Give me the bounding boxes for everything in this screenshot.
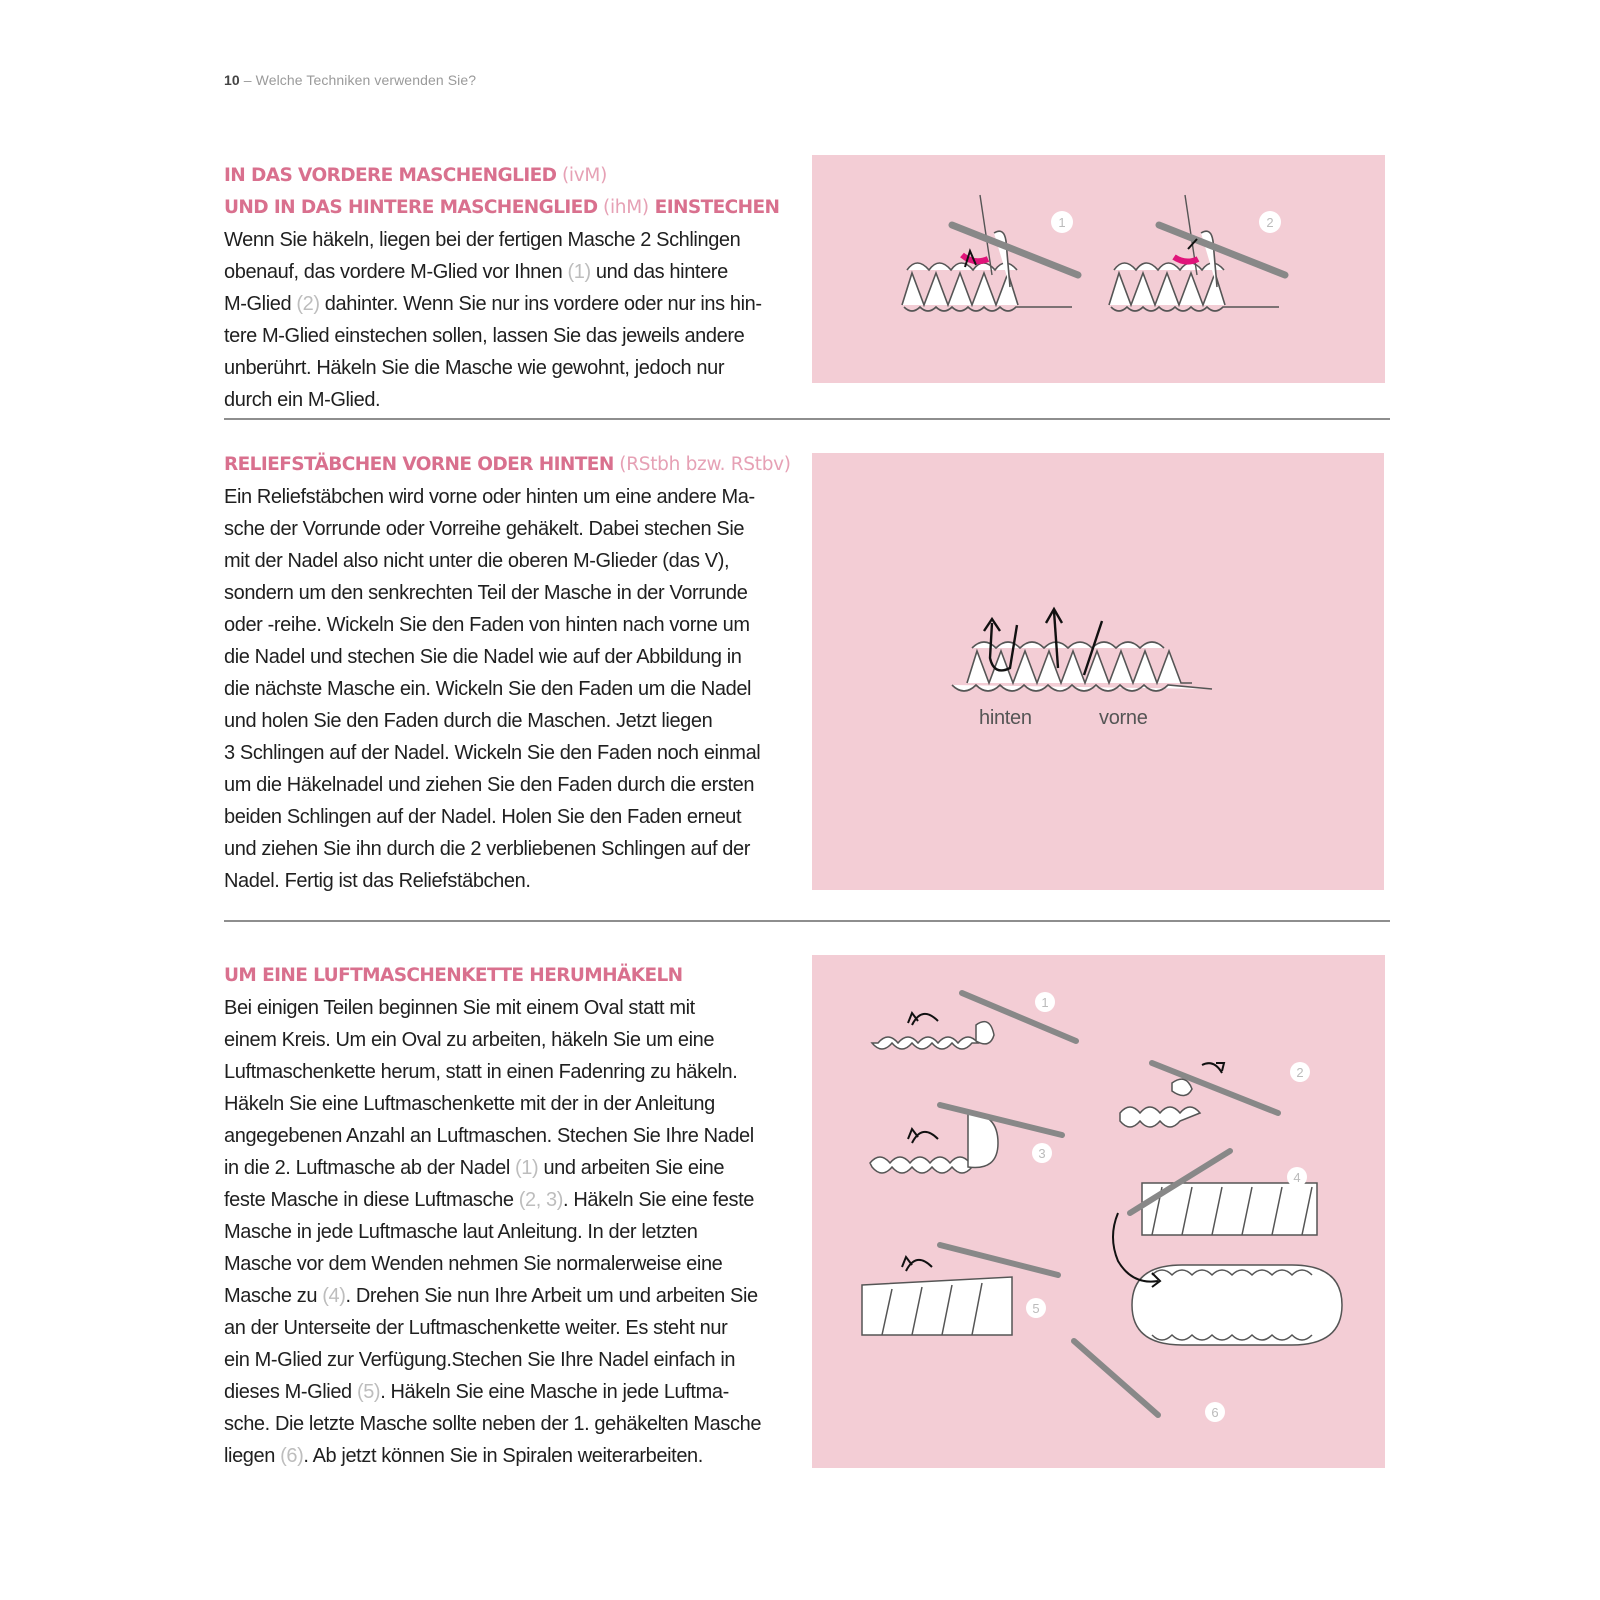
page-number: 10 [224, 72, 240, 88]
body-line [224, 1440, 794, 1472]
body-line [224, 1056, 794, 1088]
text-run: obenauf, das vordere M-Glied vor Ihnen [224, 261, 568, 283]
marker-3 [1032, 1143, 1052, 1163]
body-line [224, 577, 794, 609]
text-run: und das hintere [590, 261, 728, 283]
section-divider [224, 920, 1390, 922]
body-line [224, 1152, 794, 1184]
body-line [224, 481, 794, 513]
figure-reference: (1) [515, 1157, 539, 1179]
text-run: Wenn Sie häkeln, liegen bei der fertigen Masche 2 Schlingen [224, 229, 741, 251]
text-run: 3 Schlingen auf der Nadel. Wickeln Sie den Faden noch einmal [224, 742, 761, 764]
heading-text: RELIEFSTÄBCHEN VORNE ODER HINTEN [224, 454, 614, 475]
text-run: sche der Vorrunde oder Vorreihe gehäkelt. Dabei stechen Sie [224, 518, 745, 540]
heading-line [224, 192, 794, 224]
text-run: an der Unterseite der Luftmaschenkette weiter. Es steht nur [224, 1317, 728, 1339]
body-line [224, 992, 794, 1024]
body-line [224, 1184, 794, 1216]
text-run: Nadel. Fertig ist das Reliefstäbchen. [224, 870, 531, 892]
relief-stitch-drawing [812, 453, 1384, 890]
text-run: ein M-Glied zur Verfügung.Stechen Sie Ihre Nadel einfach in [224, 1349, 736, 1371]
text-run: feste Masche in diese Luftmasche [224, 1189, 519, 1211]
text-run: sche. Die letzte Masche sollte neben der 1. gehäkelten Masche [224, 1413, 762, 1435]
heading-abbreviation: (ivM) [556, 165, 607, 186]
body-line [224, 769, 794, 801]
marker-1 [1035, 992, 1055, 1012]
text-run: . Häkeln Sie eine feste [563, 1189, 754, 1211]
body-line [224, 224, 794, 256]
body-line [224, 609, 794, 641]
text-run: unberührt. Häkeln Sie die Masche wie gewohnt, jedoch nur [224, 357, 725, 379]
text-run: . Drehen Sie nun Ihre Arbeit um und arbeiten Sie [345, 1285, 758, 1307]
heading-line [224, 960, 794, 992]
section-heading [224, 449, 794, 481]
section-body [224, 481, 794, 897]
text-run: liegen [224, 1445, 281, 1467]
body-line [224, 865, 794, 897]
svg-text:1: 1 [1058, 215, 1066, 230]
stitch-row-2 [1109, 195, 1279, 311]
body-line [224, 1216, 794, 1248]
text-run: Masche in jede Luftmasche laut Anleitung. In der letzten [224, 1221, 698, 1243]
body-line [224, 545, 794, 577]
text-run: M-Glied [224, 293, 297, 315]
section-body [224, 224, 794, 416]
heading-text: UM EINE LUFTMASCHENKETTE HERUMHÄKELN [224, 965, 683, 986]
heading-abbreviation: (RStbh bzw. RStbv) [613, 454, 791, 475]
text-run: Masche zu [224, 1285, 323, 1307]
text-run: Luftmaschenkette herum, statt in einen Fadenring zu häkeln. [224, 1061, 738, 1083]
text-run: in die 2. Luftmasche ab der Nadel [224, 1157, 516, 1179]
svg-text:1: 1 [1041, 995, 1049, 1010]
body-line [224, 513, 794, 545]
text-run: Ein Reliefstäbchen wird vorne oder hinten um eine andere Ma- [224, 486, 755, 508]
body-line [224, 320, 794, 352]
body-line [224, 705, 794, 737]
svg-text:2: 2 [1266, 215, 1274, 230]
stitch-row-1 [902, 195, 1072, 311]
figure-reference: (2, 3) [518, 1189, 564, 1211]
text-run: die nächste Masche ein. Wickeln Sie den Faden um die Nadel [224, 678, 752, 700]
heading-abbreviation: (ihM) [597, 197, 649, 218]
marker-2 [1290, 1062, 1310, 1082]
body-line [224, 1248, 794, 1280]
text-run: . Ab jetzt können Sie in Spiralen weiterarbeiten. [303, 1445, 703, 1467]
heading-line [224, 449, 794, 481]
body-line [224, 641, 794, 673]
body-line [224, 1408, 794, 1440]
text-run: angegebenen Anzahl an Luftmaschen. Stechen Sie Ihre Nadel [224, 1125, 754, 1147]
text-run: und arbeiten Sie eine [538, 1157, 725, 1179]
figure-reference: (5) [356, 1381, 381, 1403]
text-run: Häkeln Sie eine Luftmaschenkette mit der in der Anleitung [224, 1093, 715, 1115]
figure-reference: (4) [322, 1285, 346, 1307]
marker-5 [1026, 1298, 1046, 1318]
section-heading [224, 960, 794, 992]
svg-text:2: 2 [1296, 1065, 1304, 1080]
illustration-ivm-ihm [812, 155, 1385, 383]
body-line [224, 673, 794, 705]
running-title: – Welche Techniken verwenden Sie? [239, 72, 477, 88]
body-line [224, 1344, 794, 1376]
page-header [224, 72, 476, 88]
svg-text:5: 5 [1032, 1301, 1040, 1316]
section-body [224, 992, 794, 1472]
text-run: Bei einigen Teilen beginnen Sie mit einem Oval statt mit [224, 997, 695, 1019]
text-run: sondern um den senkrechten Teil der Masche in der Vorrunde [224, 582, 748, 604]
figure-reference: (1) [567, 261, 591, 283]
text-run: beiden Schlingen auf der Nadel. Holen Sie den Faden erneut [224, 806, 742, 828]
body-line [224, 288, 794, 320]
body-line [224, 1120, 794, 1152]
section-divider [224, 418, 1390, 420]
svg-text:4: 4 [1293, 1170, 1301, 1185]
label-front: vorne [1099, 707, 1148, 729]
body-line [224, 1376, 794, 1408]
marker-2 [1259, 211, 1281, 233]
body-line [224, 1280, 794, 1312]
text-run: Masche vor dem Wenden nehmen Sie normalerweise eine [224, 1253, 723, 1275]
text-run: dieses M-Glied [224, 1381, 357, 1403]
illustration-luftmaschenkette [812, 955, 1385, 1468]
body-line [224, 801, 794, 833]
oval-crochet-steps-drawing [812, 955, 1385, 1468]
body-line [224, 1088, 794, 1120]
marker-6 [1205, 1402, 1225, 1422]
front-loop-arrow [1054, 611, 1058, 668]
text-run: tere M-Glied einstechen sollen, lassen Sie das jeweils andere [224, 325, 745, 347]
text-run: die Nadel und stechen Sie die Nadel wie auf der Abbildung in [224, 646, 742, 668]
text-run: einem Kreis. Um ein Oval zu arbeiten, häkeln Sie um eine [224, 1029, 715, 1051]
body-line [224, 833, 794, 865]
text-run: . Häkeln Sie eine Masche in jede Luftma- [380, 1381, 729, 1403]
heading-line [224, 160, 794, 192]
crochet-front-back-loop-drawing [812, 155, 1385, 383]
heading-text: IN DAS VORDERE MASCHENGLIED [224, 165, 557, 186]
body-line [224, 1312, 794, 1344]
illustration-reliefstaebchen [812, 453, 1384, 890]
text-run: mit der Nadel also nicht unter die oberen M-Glieder (das V), [224, 550, 730, 572]
figure-reference: (6) [280, 1445, 304, 1467]
text-run: und ziehen Sie ihn durch die 2 verbliebenen Schlingen auf der [224, 838, 750, 860]
section-heading [224, 160, 794, 224]
label-back: hinten [979, 707, 1032, 729]
text-run: um die Häkelnadel und ziehen Sie den Faden durch die ersten [224, 774, 755, 796]
body-line [224, 256, 794, 288]
text-run: durch ein M-Glied. [224, 389, 381, 411]
svg-text:6: 6 [1211, 1405, 1219, 1420]
body-line [224, 384, 794, 416]
heading-text: UND IN DAS HINTERE MASCHENGLIED [224, 197, 598, 218]
figure-reference: (2) [296, 293, 320, 315]
svg-text:3: 3 [1038, 1146, 1046, 1161]
body-line [224, 1024, 794, 1056]
text-run: dahinter. Wenn Sie nur ins vordere oder nur ins hin- [319, 293, 762, 315]
text-run: und holen Sie den Faden durch die Maschen. Jetzt liegen [224, 710, 713, 732]
text-run: oder -reihe. Wickeln Sie den Faden von hinten nach vorne um [224, 614, 750, 636]
marker-4 [1287, 1167, 1307, 1187]
heading-text: EINSTECHEN [648, 197, 780, 218]
body-line [224, 737, 794, 769]
body-line [224, 352, 794, 384]
marker-1 [1051, 211, 1073, 233]
